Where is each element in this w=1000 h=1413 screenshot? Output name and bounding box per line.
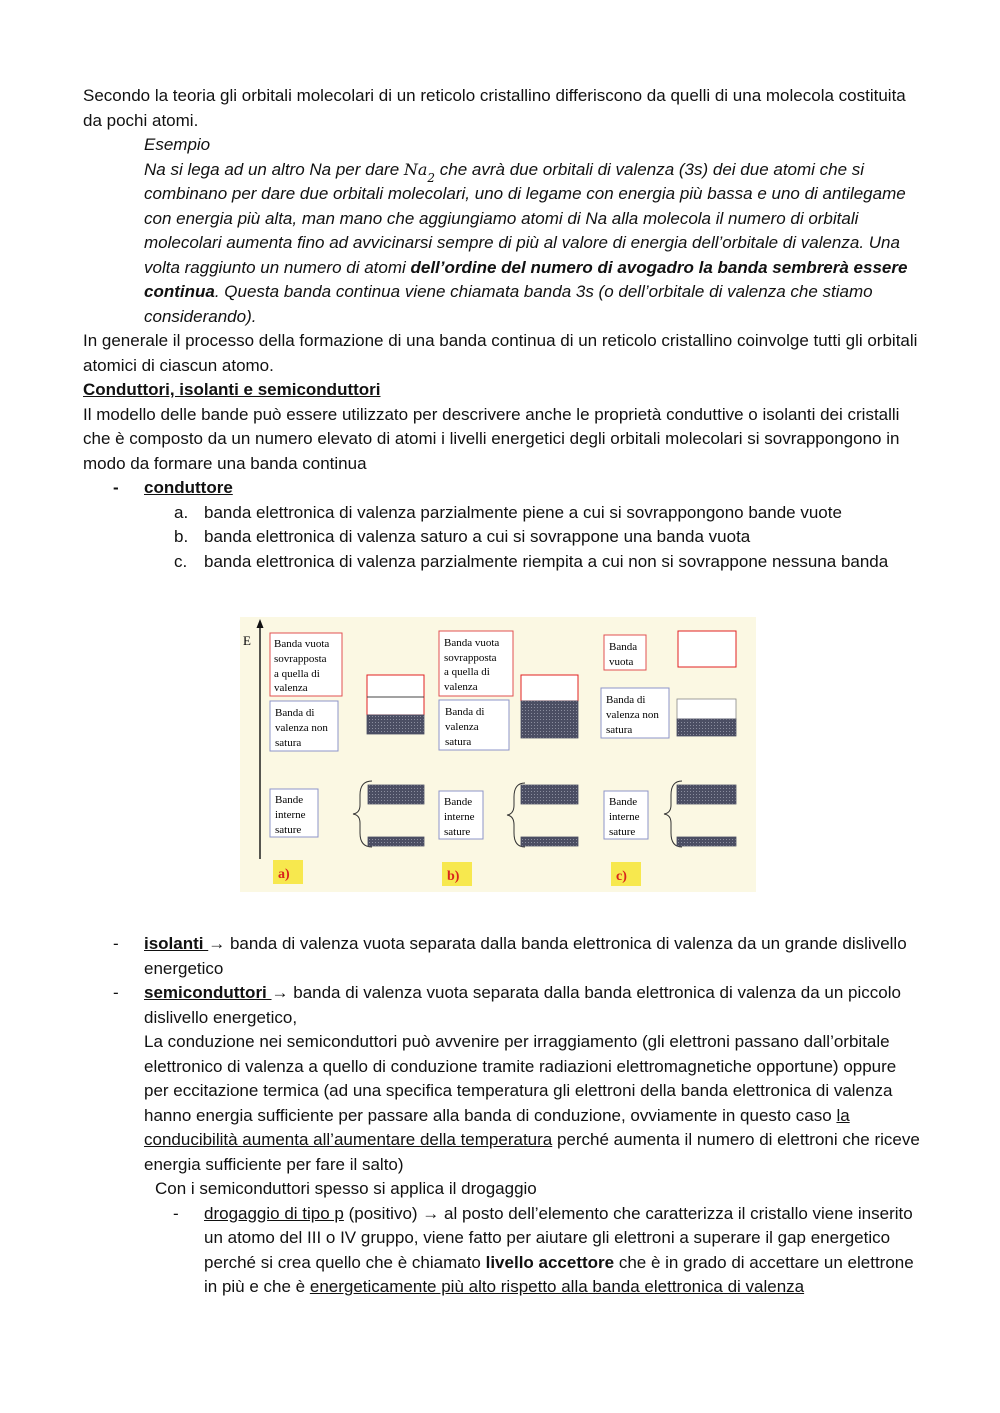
- label-text-c-empty: Banda vuota: [609, 641, 638, 668]
- label-text-b-valence: Banda di valenza satura: [445, 706, 485, 748]
- conduttore-item: [83, 476, 923, 501]
- isolanti-item: - isolanti → banda di valenza vuota separata dalla banda elettronica di valenza da un grande dislivello energetico: [113, 934, 907, 978]
- band-empty-b: [521, 675, 578, 701]
- isolanti-title: isolanti: [144, 934, 209, 953]
- drogaggio-intro: Con i semiconduttori spesso si applica il drogaggio: [155, 1179, 537, 1198]
- band-partial-empty-c: [677, 699, 736, 719]
- intro-paragraph: Secondo la teoria gli orbitali molecolari di un reticolo cristallino differiscono da quelli di una molecola costituita da pochi atomi.: [83, 86, 906, 130]
- section-title: Conduttori, isolanti e semiconduttori: [83, 380, 381, 399]
- semiconduttori-item: - semiconduttori → banda di valenza vuota separata dalla banda elettronica di valenza da un piccolo dislivello energetico,: [113, 983, 901, 1027]
- label-b: b): [447, 869, 460, 884]
- semiconduttori-title: semiconduttori: [144, 983, 272, 1002]
- drogaggio-bold: livello accettore: [485, 1252, 615, 1272]
- example-paragraph: Na si lega ad un altro Na per dare $Na_2$ che avrà due orbitali di valenza (3s) dei due atomi che si combinano per dare due orbitali molecolari, uno di legame con energia più bassa e uno di antilegame con energia più alta, man mano che aggiungiamo atomi di Na alla molecola il numero di orbitali molecolari aumenta fino ad avvicinarsi sempre di più al valore di energia dell’orbitale di valenza. Una volta raggiunto un numero di atomi dell’ordine del numero di avogadro la banda sembrerà essere continua. Questa banda continua viene chiamata banda 3s (o dell’orbitale di valenza che stiamo considerando).: [144, 159, 908, 326]
- label-text-a-internal: Bande interne sature: [275, 794, 306, 836]
- conduttore-title: conduttore: [144, 478, 233, 497]
- band-internal-lower-b: [521, 837, 578, 846]
- band-diagram: [240, 617, 756, 892]
- document-body-continued: [83, 932, 923, 1300]
- bullet-dash: -: [113, 478, 119, 497]
- band-internal-lower-a: [368, 837, 424, 846]
- axis-label: E: [243, 633, 251, 648]
- band-empty-a: [367, 675, 424, 715]
- band-internal-upper-b: [521, 785, 578, 804]
- label-text-b-empty: Banda vuota sovrapposta a quella di valenza: [444, 637, 500, 693]
- label-text-a-valence: Banda di valenza non satura: [275, 707, 328, 749]
- label-text-a-empty: Banda vuota sovrapposta a quella di valenza: [274, 638, 330, 694]
- band-filled-c: [677, 719, 736, 736]
- list-item: b. banda elettronica di valenza saturo a cui si sovrappone una banda vuota: [174, 527, 751, 546]
- label-c: c): [616, 869, 627, 884]
- bullet-dash: -: [113, 983, 119, 1002]
- semiconduttori-paragraph: La conduzione nei semiconduttori può avvenire per irraggiamento (gli elettroni passano dall’orbitale elettronico di valenza a quello di conduzione tramite radiazioni elettromagnetiche opportune) oppure per eccitazione termica (ad una specifica temperatura gli elettroni della banda elettronica di valenza hanno energia sufficiente per passare alla banda di conduzione, ovviamente in questo caso la conducibilità aumenta all’aumentare della temperatura perché aumenta il numero di elettroni che riceve energia sufficiente per fare il salto): [144, 1032, 920, 1174]
- underlined-phrase: la conducibilità aumenta all’aumentare della temperatura: [144, 1105, 850, 1149]
- example-bold: dell’ordine del numero di avogadro la banda sembrerà essere continua: [144, 257, 908, 301]
- band-empty-c: [678, 631, 736, 667]
- section-paragraph: Il modello delle bande può essere utilizzato per descrivere anche le proprietà conduttive o isolanti dei cristalli che è composto da un numero elevato di atomi i livelli energetici degli orbitali molecolari si sovrappongono in modo da formare una banda continua: [83, 404, 900, 473]
- band-internal-upper-a: [368, 785, 424, 804]
- document-body: [83, 84, 923, 574]
- na2-formula: $Na_2$: [403, 159, 436, 185]
- drogaggio-item: - drogaggio di tipo p (positivo) → al posto dell’elemento che caratterizza il cristallo viene inserito un atomo del III o IV gruppo, viene fatto per aiutare gli elettroni a superare il gap energetico perché si crea quello che è chiamato livello accettore che è in grado di accettare un elettrone in più e che è energeticamente più alto rispetto alla banda elettronica di valenza: [173, 1203, 914, 1296]
- list-item: a. banda elettronica di valenza parzialmente piene a cui si sovrappongono bande vuote: [174, 502, 842, 522]
- example-label: Esempio: [144, 135, 211, 154]
- band-filled-b: [521, 701, 578, 738]
- band-internal-lower-c: [677, 837, 736, 846]
- general-paragraph: In generale il processo della formazione di una banda continua di un reticolo cristallino coinvolge tutti gli orbitali atomici di ciascun atomo.: [83, 331, 918, 375]
- label-text-c-valence: Banda di valenza non satura: [606, 694, 659, 736]
- label-text-b-internal: Bande interne sature: [444, 796, 475, 838]
- label-text-c-internal: Bande interne sature: [609, 796, 640, 838]
- band-internal-upper-c: [677, 785, 736, 804]
- list-item: c. banda elettronica di valenza parzialmente riempita a cui non si sovrappone nessuna banda: [174, 551, 889, 571]
- band-filled-a: [367, 715, 424, 734]
- bullet-dash: -: [113, 934, 119, 953]
- label-a: a): [278, 867, 290, 882]
- drogaggio-underlined: energeticamente più alto rispetto alla banda elettronica di valenza: [309, 1277, 805, 1296]
- bullet-dash: -: [173, 1203, 179, 1223]
- drogaggio-title: drogaggio di tipo p: [204, 1203, 344, 1223]
